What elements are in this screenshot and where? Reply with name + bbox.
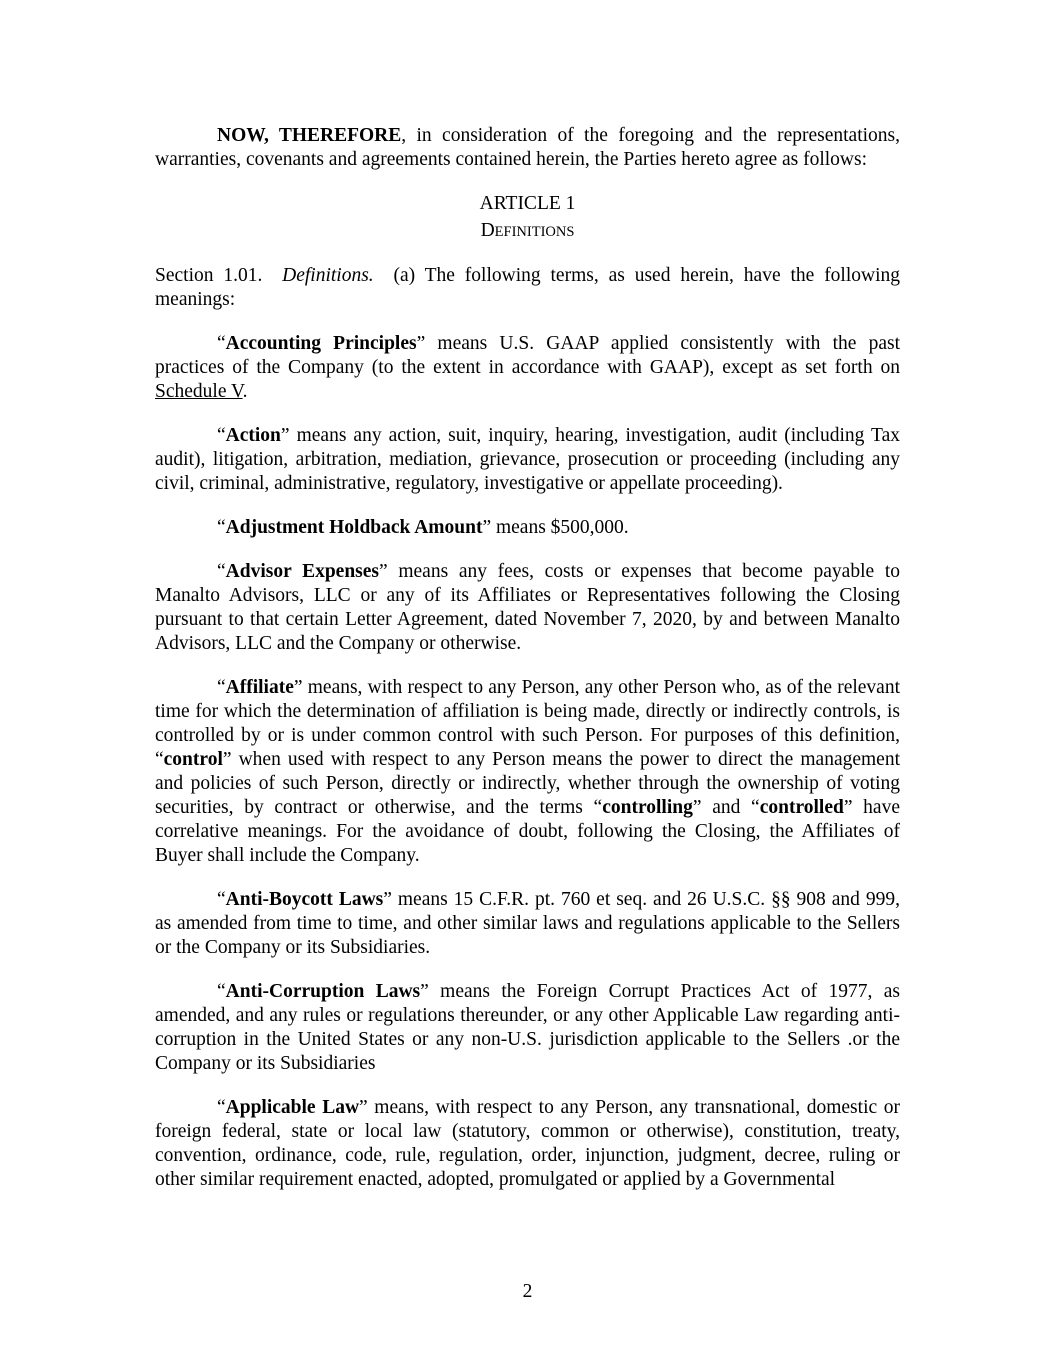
document-page (155, 124, 900, 1192)
open-quote: “ (217, 561, 226, 582)
open-quote: “ (217, 1097, 226, 1118)
article-title: ARTICLE 1 (479, 193, 576, 214)
open-quote: “ (217, 517, 226, 538)
defined-term: Accounting Principles (225, 333, 417, 354)
open-quote: “ (217, 425, 226, 446)
defined-term: Action (225, 425, 281, 446)
definition-text: ” means the Foreign Corrupt Practices Act of 1977, as amended, and any rules or regulations thereunder, or any other Applicable Law regarding anti-corruption in the United States or any non-U.S. jurisdiction applicable to the Sellers .or the Company or its Subsidiaries (155, 981, 900, 1074)
open-quote: “ (217, 889, 226, 910)
article-subtitle-initial: D (480, 220, 495, 241)
defined-term: Affiliate (225, 677, 294, 698)
intro-paragraph (155, 124, 900, 172)
definition-anti-corruption-laws (155, 980, 900, 1076)
definition-text: ” means 15 C.F.R. pt. 760 et seq. and 26 U.S.C. §§ 908 and 999, as amended from time to time, and other similar laws and regulations applicable to the Sellers or the Company or its Subsidiaries. (155, 889, 900, 958)
definition-anti-boycott-laws (155, 888, 900, 960)
definition-text: ” means U.S. GAAP applied consistently with the past practices of the Company (to the extent in accordance with GAAP), except as set forth on (155, 333, 900, 378)
definition-adjustment-holdback-amount (155, 516, 900, 540)
definition-text: ” means, with respect to any Person, any other Person who, as of the relevant time for which the determination of affiliation is being made, directly or indirectly controls, is controlled by or is under common control with such Person. For purposes of this definition, “ (155, 677, 900, 770)
intro-lead: NOW, THEREFORE (217, 125, 402, 146)
definition-text: ” have correlative meanings. For the avoidance of doubt, following the Closing, the Affiliates of Buyer shall include the Company. (155, 797, 900, 866)
section-text: (a) The following terms, as used herein, have the following meanings: (155, 265, 901, 310)
page-number: 2 (522, 1281, 533, 1302)
schedule-reference: Schedule V (155, 381, 243, 402)
open-quote: “ (217, 333, 226, 354)
defined-term: Applicable Law (225, 1097, 360, 1118)
open-quote: “ (217, 677, 226, 698)
definition-text: ” means, with respect to any Person, any transnational, domestic or foreign federal, state or local law (statutory, common or otherwise), constitution, treaty, convention, ordinance, code, rule, regulation, order, injunction, judgment, decree, ruling or other similar requirement enacted, adopted, promulgated or applied by a Governmental (155, 1097, 900, 1190)
article-subtitle (155, 219, 900, 244)
definition-applicable-law (155, 1096, 900, 1192)
section-heading: Definitions. (282, 265, 374, 286)
section-paragraph (155, 264, 900, 312)
definition-affiliate (155, 676, 900, 868)
definition-action (155, 424, 900, 496)
defined-term: Anti-Boycott Laws (225, 889, 384, 910)
definition-text: ” means any fees, costs or expenses that become payable to Manalto Advisors, LLC or any of its Affiliates or Representatives following the Closing pursuant to that certain Letter Agreement, dated November 7, 2020, by and between Manalto Advisors, LLC and the Company or otherwise. (155, 561, 900, 654)
section-number: Section 1.01. (155, 265, 263, 286)
definition-text: ” and “ (692, 797, 760, 818)
intro-text: , in consideration of the foregoing and the representations, warranties, covenants and agreements contained herein, the Parties hereto agree as follows: (155, 125, 900, 170)
definition-accounting-principles (155, 332, 900, 404)
definition-text: ” means any action, suit, inquiry, hearing, investigation, audit (including Tax audit), litigation, arbitration, mediation, grievance, prosecution or proceeding (including any civil, criminal, administrative, regulatory, investigative or appellate proceeding). (155, 425, 900, 494)
defined-term-controlling: controlling (602, 797, 693, 818)
defined-term: Advisor Expenses (225, 561, 380, 582)
definition-text: ” when used with respect to any Person means the power to direct the management and policies of such Person, directly or indirectly, whether through the ownership of voting securities, by contract or otherwise, and the terms “ (155, 749, 900, 818)
article-subtitle-rest: EFINITIONS (494, 224, 575, 240)
defined-term: Anti-Corruption Laws (225, 981, 421, 1002)
definition-advisor-expenses (155, 560, 900, 656)
defined-term-control: control (163, 749, 223, 770)
defined-term-controlled: controlled (759, 797, 844, 818)
open-quote: “ (217, 981, 226, 1002)
defined-term: Adjustment Holdback Amount (225, 517, 483, 538)
definition-text: ” means $500,000. (482, 517, 629, 538)
definition-end: . (242, 381, 248, 402)
